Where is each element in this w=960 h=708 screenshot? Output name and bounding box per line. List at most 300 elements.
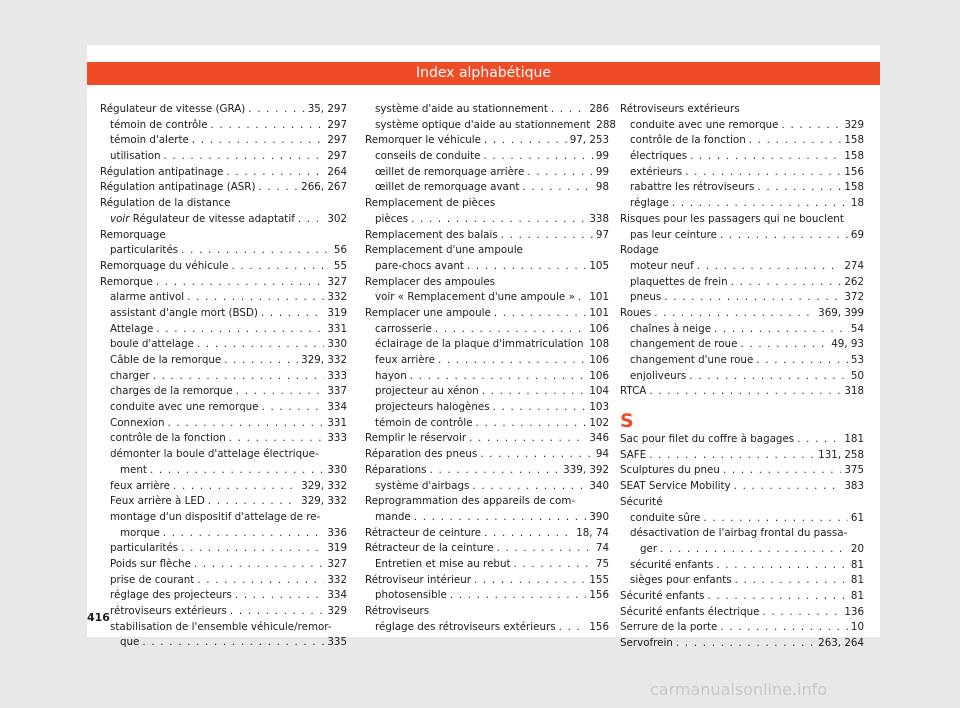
index-entry <box>100 306 347 322</box>
entry-page-ref: 332 <box>327 573 347 586</box>
entry-page-ref: 97, 253 <box>569 134 609 147</box>
index-entry <box>620 384 864 400</box>
entry-page-ref: 53 <box>850 354 864 366</box>
entry-term: Réparation des pneus <box>365 448 478 461</box>
index-column-1 <box>100 102 347 651</box>
entry-page-ref: 339, 392 <box>563 463 609 476</box>
entry-page-ref: 50 <box>850 369 864 382</box>
entry-term: SAFE <box>620 448 647 461</box>
index-entry <box>620 133 864 149</box>
entry-term: témoin de contrôle <box>375 416 473 429</box>
entry-page-ref: 297 <box>327 118 347 131</box>
index-entry <box>365 479 609 495</box>
dot-leader <box>411 212 586 228</box>
entry-page-ref: 155 <box>589 573 609 586</box>
dot-leader <box>229 431 325 447</box>
index-entry <box>620 432 864 448</box>
dot-leader <box>187 290 324 306</box>
index-entry <box>620 479 864 495</box>
index-entry: stabilisation de l'ensemble véhicule/remor- <box>110 620 332 633</box>
entry-term: morque <box>120 526 160 539</box>
index-entry <box>365 102 609 118</box>
entry-page-ref: 181 <box>844 433 864 446</box>
entry-term: Régulation antipatinage (ASR) <box>100 181 256 194</box>
entry-term: sièges pour enfants <box>630 574 732 587</box>
dot-leader <box>480 447 593 463</box>
entry-page-ref: 81 <box>850 589 864 602</box>
entry-term: alarme antivol <box>110 291 185 304</box>
entry-page-ref: 108 <box>589 338 610 351</box>
entry-page-ref: 288 <box>596 118 616 131</box>
index-column-2 <box>365 102 616 635</box>
entry-page-ref: 18, 74 <box>576 526 609 539</box>
entry-page-ref: 97 <box>595 228 609 241</box>
index-entry <box>620 369 864 385</box>
index-entry <box>365 588 609 604</box>
entry-term: Poids sur flèche <box>110 557 191 570</box>
dot-leader <box>467 259 586 275</box>
index-entry <box>100 557 347 573</box>
dot-leader <box>173 479 298 495</box>
entry-page-ref: 103 <box>589 401 609 414</box>
dot-leader <box>484 133 567 149</box>
index-entry <box>365 463 609 479</box>
index-entry <box>100 353 347 369</box>
index-entry <box>100 243 347 259</box>
entry-term: particularités <box>110 542 179 555</box>
dot-leader <box>298 212 325 228</box>
entry-page-ref: 99 <box>595 150 609 163</box>
entry-page-ref: 104 <box>589 385 609 398</box>
index-entry <box>365 573 609 589</box>
entry-page-ref: 331 <box>327 416 347 429</box>
dot-leader <box>435 322 587 338</box>
entry-term: Rétracteur de ceinture <box>365 526 482 539</box>
dot-leader <box>649 448 815 464</box>
entry-page-ref: 334 <box>327 401 347 414</box>
entry-page-ref: 340 <box>589 479 609 492</box>
entry-page-ref: 102 <box>589 416 609 429</box>
dot-leader <box>163 526 325 542</box>
entry-page-ref: 327 <box>327 557 347 570</box>
entry-term: Sculptures du pneu <box>620 464 720 477</box>
dot-leader <box>734 479 842 495</box>
entry-page-ref: 136 <box>844 605 864 618</box>
entry-page-ref: 81 <box>850 558 864 571</box>
entry-term: contrôle de la fonction <box>110 432 226 445</box>
dot-leader <box>527 165 593 181</box>
dot-leader <box>501 228 593 244</box>
entry-page-ref: 94 <box>595 448 609 461</box>
index-entry <box>620 149 864 165</box>
dot-leader <box>497 541 593 557</box>
dot-leader <box>708 589 848 605</box>
dot-leader <box>231 259 330 275</box>
entry-term: Câble de la remorque <box>110 354 222 366</box>
index-entry <box>365 384 609 400</box>
index-entry <box>365 133 609 149</box>
dot-leader <box>414 510 587 526</box>
entry-see-reference: voir <box>110 212 130 225</box>
index-entry <box>365 118 616 134</box>
dot-leader <box>493 400 587 416</box>
dot-leader <box>474 573 586 589</box>
dot-leader <box>649 384 841 400</box>
index-entry: démonter la boule d'attelage électrique- <box>110 448 319 461</box>
entry-page-ref: 369, 399 <box>818 306 864 319</box>
entry-page-ref: 156 <box>589 620 609 633</box>
index-entry <box>620 165 864 181</box>
entry-page-ref: 264 <box>327 165 347 178</box>
page-number: 416 <box>87 611 110 624</box>
index-entry <box>620 259 864 275</box>
entry-page-ref: 106 <box>589 354 609 366</box>
entry-term: Remplacer une ampoule <box>365 306 491 319</box>
dot-leader <box>690 149 841 165</box>
entry-page-ref: 336 <box>327 526 347 539</box>
entry-term: Réparations <box>365 463 427 476</box>
entry-page-ref: 49, 93 <box>831 338 864 351</box>
dot-leader <box>685 165 841 181</box>
dot-leader <box>654 306 815 322</box>
entry-term: Régulation antipatinage <box>100 165 224 178</box>
dot-leader <box>236 384 325 400</box>
entry-page-ref: 333 <box>327 432 347 445</box>
entry-page-ref: 372 <box>844 291 864 304</box>
entry-page-ref: 297 <box>327 150 347 163</box>
entry-page-ref: 266, 267 <box>301 181 347 194</box>
dot-leader <box>522 180 592 196</box>
dot-leader <box>156 322 324 338</box>
entry-term: Remplacement des balais <box>365 228 498 241</box>
index-entry <box>100 180 347 196</box>
dot-leader <box>482 384 587 400</box>
dot-leader <box>714 322 848 338</box>
entry-page-ref: 286 <box>589 103 609 115</box>
dot-leader <box>469 431 586 447</box>
entry-term: conduite avec une remorque <box>110 401 259 414</box>
entry-term: boule d'attelage <box>110 338 194 351</box>
entry-page-ref: 318 <box>844 385 864 398</box>
entry-term: œillet de remorquage avant <box>375 181 520 194</box>
index-entry <box>100 165 347 181</box>
entry-page-ref: 334 <box>327 589 347 602</box>
dot-leader <box>472 479 586 495</box>
entry-page-ref: 335 <box>327 636 347 649</box>
dot-leader <box>660 542 848 558</box>
dot-leader <box>156 275 325 291</box>
entry-term: changement de roue <box>630 338 738 351</box>
index-entry <box>365 228 609 244</box>
index-entry <box>100 573 347 589</box>
index-entry <box>365 416 609 432</box>
index-entry <box>620 337 864 353</box>
entry-term: contrôle de la fonction <box>630 134 746 147</box>
entry-page-ref: 74 <box>595 542 609 555</box>
entry-term: chaînes à neige <box>630 322 712 335</box>
index-entry <box>100 149 347 165</box>
index-entry <box>100 604 347 620</box>
entry-page-ref: 106 <box>589 369 609 382</box>
index-entry <box>620 620 864 636</box>
entry-term: conduite avec une remorque <box>630 118 779 131</box>
entry-page-ref: 330 <box>327 338 347 351</box>
entry-term: enjoliveurs <box>630 369 687 382</box>
dot-leader <box>208 494 298 510</box>
entry-term: Attelage <box>110 322 154 335</box>
dot-leader <box>181 243 331 259</box>
entry-page-ref: 158 <box>844 150 864 163</box>
entry-page-ref: 263, 264 <box>818 637 864 649</box>
index-entry: Remplacement de pièces <box>365 197 496 210</box>
dot-leader <box>749 133 842 149</box>
index-entry <box>100 322 347 338</box>
entry-page-ref: 262 <box>844 275 864 288</box>
index-entry <box>620 463 864 479</box>
entry-page-ref: 98 <box>595 181 609 194</box>
entry-page-ref: 330 <box>327 463 347 476</box>
dot-leader <box>797 432 841 448</box>
index-entry <box>620 322 864 338</box>
section-letter: S <box>620 410 634 433</box>
index-entry <box>365 259 609 275</box>
dot-leader <box>716 558 848 574</box>
index-entry <box>100 479 347 495</box>
index-entry <box>365 557 609 573</box>
dot-leader <box>248 102 304 118</box>
index-entry <box>365 541 609 557</box>
dot-leader <box>164 149 325 165</box>
dot-leader <box>438 353 586 369</box>
entry-term: réglage <box>630 197 669 210</box>
entry-term: éclairage de la plaque d'immatriculation <box>375 338 584 351</box>
entry-term: Remplir le réservoir <box>365 432 467 445</box>
index-entry <box>365 447 609 463</box>
entry-term: réglage des projecteurs <box>110 589 232 602</box>
index-entry <box>365 510 609 526</box>
entry-page-ref: 297 <box>327 134 347 147</box>
dot-leader <box>720 620 848 636</box>
index-entry: Remplacer des ampoules <box>365 275 496 288</box>
entry-term: Feux arrière à LED <box>110 495 205 508</box>
watermark: carmanualsonline.info <box>650 680 828 699</box>
index-entry <box>100 541 347 557</box>
entry-page-ref: 101 <box>589 306 609 319</box>
index-entry <box>365 369 609 385</box>
index-entry <box>620 275 864 291</box>
entry-term: ger <box>640 542 658 555</box>
index-entry <box>620 196 864 212</box>
index-entry <box>100 588 347 604</box>
entry-term: charges de la remorque <box>110 385 233 398</box>
dot-leader <box>181 541 324 557</box>
dot-leader <box>551 102 586 118</box>
index-entry <box>620 353 864 369</box>
entry-term: particularités <box>110 244 179 257</box>
dot-leader <box>763 605 842 621</box>
entry-term: Remorque <box>100 275 153 288</box>
dot-leader <box>483 149 592 165</box>
entry-term: Remorquage du véhicule <box>100 259 229 272</box>
index-entry <box>620 558 864 574</box>
entry-page-ref: 61 <box>850 511 864 524</box>
entry-term: Sécurité enfants <box>620 589 705 602</box>
entry-term: carrosserie <box>375 322 432 335</box>
index-entry: Rétroviseurs <box>365 605 430 617</box>
index-entry <box>620 448 864 464</box>
dot-leader <box>235 588 324 604</box>
entry-page-ref: 75 <box>595 557 609 570</box>
dot-leader <box>226 165 324 181</box>
index-entry <box>620 511 864 527</box>
dot-leader <box>676 636 815 652</box>
entry-page-ref: 329, 332 <box>301 495 347 508</box>
entry-term: mande <box>375 510 411 523</box>
dot-leader <box>230 604 324 620</box>
entry-page-ref: 54 <box>850 322 864 335</box>
entry-page-ref: 329 <box>327 605 347 617</box>
entry-page-ref: 99 <box>595 165 609 178</box>
entry-term: Rétracteur de la ceinture <box>365 542 494 555</box>
index-entry <box>365 290 609 306</box>
index-entry <box>100 635 347 651</box>
entry-page-ref: 375 <box>844 464 864 477</box>
dot-leader <box>153 369 325 385</box>
index-entry <box>100 494 347 510</box>
entry-term: ment <box>120 463 147 476</box>
entry-page-ref: 69 <box>850 228 864 241</box>
index-entry <box>365 149 609 165</box>
entry-term: témoin de contrôle <box>110 118 208 131</box>
index-entry <box>100 212 347 228</box>
entry-page-ref: 390 <box>589 510 609 523</box>
page-header: Index alphabétique <box>87 62 880 85</box>
index-entry: Risques pour les passagers qui ne bouclent <box>620 212 844 225</box>
index-entry: montage d'un dispositif d'attelage de re- <box>110 510 321 523</box>
entry-term: réglage des rétroviseurs extérieurs <box>375 620 556 633</box>
index-entry <box>365 620 609 636</box>
entry-page-ref: 346 <box>589 432 609 445</box>
dot-leader <box>410 369 587 385</box>
entry-term: conseils de conduite <box>375 150 481 163</box>
entry-term: Régulateur de vitesse (GRA) <box>100 103 246 115</box>
entry-term: système d'airbags <box>375 479 470 492</box>
index-entry: Remorquage <box>100 228 166 241</box>
index-entry <box>365 431 609 447</box>
dot-leader <box>731 275 842 291</box>
index-entry <box>100 369 347 385</box>
index-entry <box>100 526 347 542</box>
entry-term: rabattre les rétroviseurs <box>630 181 755 194</box>
index-entry <box>100 133 347 149</box>
index-entry <box>100 259 347 275</box>
entry-term: Remorquer le véhicule <box>365 134 481 147</box>
dot-leader <box>578 290 587 306</box>
entry-term: pièces <box>375 212 409 225</box>
dot-leader <box>723 463 841 479</box>
entry-page-ref: 131, 258 <box>818 448 864 461</box>
dot-leader <box>703 511 848 527</box>
dot-leader <box>258 180 298 196</box>
index-entry <box>365 400 609 416</box>
entry-term: projecteur au xénon <box>375 385 479 398</box>
dot-leader <box>211 118 325 134</box>
entry-page-ref: 158 <box>844 134 864 147</box>
entry-term: voir « Remplacement d'une ampoule » <box>375 291 575 304</box>
entry-term: SEAT Service Mobility <box>620 480 731 493</box>
dot-leader <box>697 259 842 275</box>
entry-page-ref: 337 <box>327 385 347 398</box>
entry-page-ref: 333 <box>327 369 347 382</box>
entry-page-ref: 55 <box>333 259 347 272</box>
entry-term: témoin d'alerte <box>110 134 189 147</box>
index-column-3 <box>620 102 864 652</box>
entry-term: Serrure de la porte <box>620 621 718 634</box>
dot-leader <box>450 588 586 604</box>
dot-leader <box>192 133 325 149</box>
dot-leader <box>757 180 841 196</box>
index-entry <box>620 542 864 558</box>
dot-leader <box>197 337 324 353</box>
index-entry <box>365 337 609 353</box>
dot-leader <box>740 337 828 353</box>
entry-term: feux arrière <box>110 479 170 492</box>
entry-term: rétroviseurs extérieurs <box>110 605 227 617</box>
dot-leader <box>261 306 324 322</box>
index-entry <box>365 180 609 196</box>
entry-term: système optique d'aide au stationnement <box>375 118 591 131</box>
index-entry <box>365 306 609 322</box>
entry-page-ref: 101 <box>589 291 609 304</box>
entry-page-ref: 56 <box>333 244 347 257</box>
entry-term: assistant d'angle mort (BSD) <box>110 306 258 319</box>
entry-term: œillet de remorquage arrière <box>375 165 525 178</box>
entry-page-ref: 106 <box>589 322 609 335</box>
dot-leader <box>559 620 587 636</box>
entry-term: plaquettes de frein <box>630 275 728 288</box>
index-entry <box>365 526 609 542</box>
index-entry <box>100 400 347 416</box>
index-entry: Reprogrammation des appareils de com- <box>365 495 576 508</box>
entry-term: Roues <box>620 306 652 319</box>
entry-page-ref: 105 <box>589 259 609 272</box>
entry-term: pas leur ceinture <box>630 228 718 241</box>
entry-term: conduite sûre <box>630 511 701 524</box>
entry-term: prise de courant <box>110 573 195 586</box>
index-entry <box>365 353 609 369</box>
entry-term: hayon <box>375 369 407 382</box>
entry-page-ref: 319 <box>327 306 347 319</box>
index-entry: Régulation de la distance <box>100 197 231 210</box>
entry-page-ref: 274 <box>844 259 864 272</box>
entry-term: pneus <box>630 291 662 304</box>
index-entry: désactivation de l'airbag frontal du passa- <box>630 527 848 540</box>
entry-page-ref: 302 <box>327 212 347 225</box>
index-entry <box>620 636 864 652</box>
entry-term: charger <box>110 369 150 382</box>
entry-page-ref: 383 <box>844 480 864 493</box>
entry-term: Servofrein <box>620 637 673 649</box>
dot-leader <box>150 463 324 479</box>
index-entry <box>620 180 864 196</box>
dot-leader <box>689 369 848 385</box>
entry-term: projecteurs halogènes <box>375 401 490 414</box>
entry-page-ref: 156 <box>844 165 864 178</box>
entry-term <box>110 212 295 228</box>
index-entry <box>365 212 609 228</box>
dot-leader <box>224 353 298 369</box>
dot-leader <box>197 573 324 589</box>
